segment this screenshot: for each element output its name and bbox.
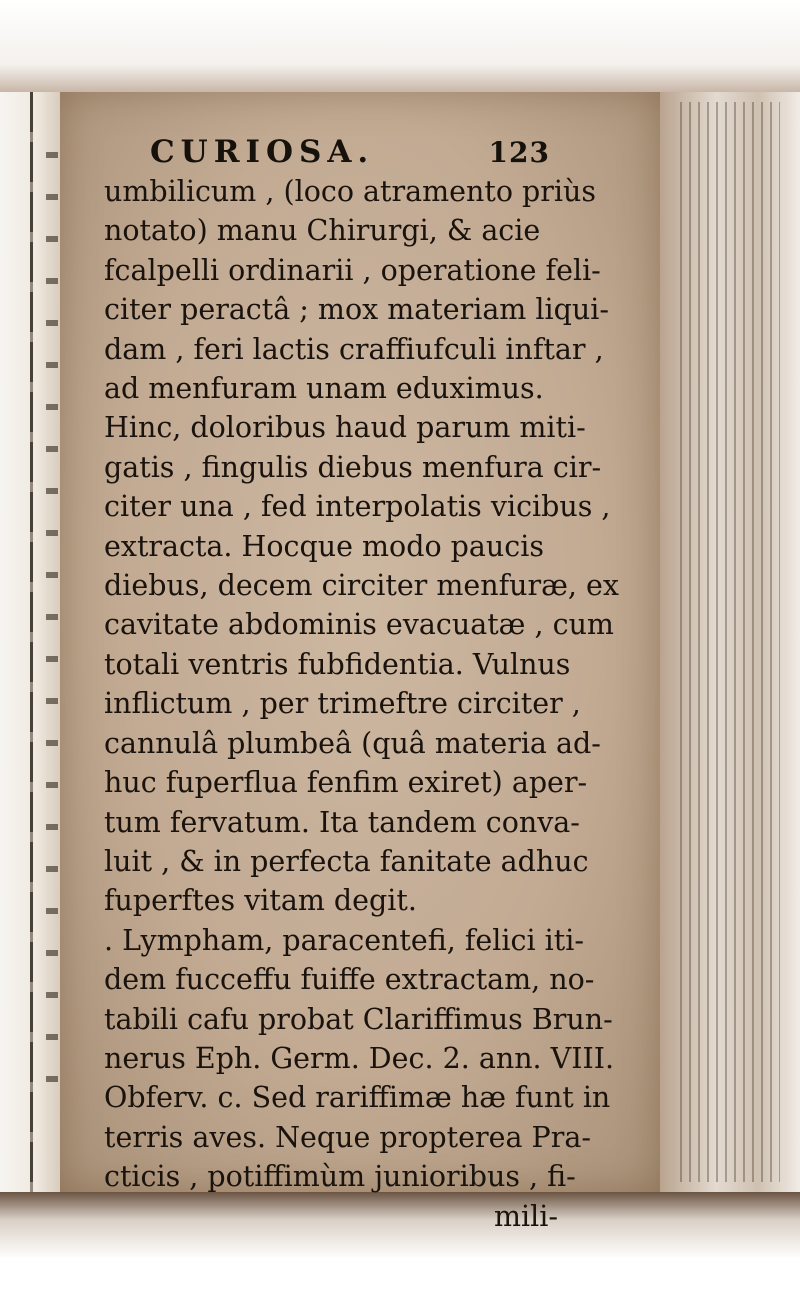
text-line: citer una , fed interpolatis vicibus , (104, 490, 611, 524)
text-line: totali ventris fubfidentia. Vulnus (104, 647, 571, 681)
text-line: huc fuperflua fenfim exiret) aper- (104, 766, 588, 800)
text-line: umbilicum , (loco atramento priùs (104, 175, 597, 208)
text-line: terris aves. Neque propterea Pra- (104, 1120, 591, 1154)
text-line: cticis , potiffimùm junioribus , fi- (104, 1160, 576, 1194)
text-line: fcalpelli ordinarii , operatione feli- (104, 253, 601, 287)
text-line: gatis , fingulis diebus menfura cir- (104, 450, 602, 484)
binding-stripe (30, 92, 33, 1192)
text-line: inflictum , per trimeftre circiter , (104, 687, 581, 721)
text-line: citer peractâ ; mox materiam liqui- (104, 293, 609, 327)
page-header (150, 134, 550, 170)
text-line: . Lympham, paracentefi, felici iti- (104, 923, 584, 957)
text-line: dam , feri lactis craffiufculi inftar , (104, 332, 604, 366)
text-line: extracta. Hocque modo paucis (104, 529, 544, 563)
text-line: cannulâ plumbeâ (quâ materia ad- (104, 726, 601, 760)
catchword: mili- (494, 1199, 558, 1233)
page-number: 123 (488, 136, 550, 169)
text-line: luit , & in perfecta fanitate adhuc (104, 844, 589, 878)
text-line: notato) manu Chirurgi, & acie (104, 214, 541, 248)
text-line: tum fervatum. Ita tandem conva- (104, 805, 580, 839)
binding-left-pages (0, 92, 60, 1192)
text-line: cavitate abdominis evacuatæ , cum (104, 608, 614, 642)
body-text (104, 172, 619, 1236)
running-head: CURIOSA. (150, 134, 375, 170)
binding-edge (46, 152, 58, 1112)
text-line: fuperftes vitam degit. (104, 884, 417, 918)
text-line: Hinc, doloribus haud parum miti- (104, 411, 586, 445)
text-line: tabili cafu probat Clariffimus Brun- (104, 1002, 613, 1036)
text-line: diebus, decem circiter menfuræ, ex (104, 569, 619, 603)
text-line: ad menfuram unam eduximus. (104, 372, 544, 406)
text-line: dem fucceffu fuiffe extractam, no- (104, 963, 595, 997)
top-border (0, 0, 800, 92)
text-line: nerus Eph. Germ. Dec. 2. ann. VIII. (104, 1041, 615, 1075)
text-line: Obferv. c. Sed rariffimæ hæ funt in (104, 1081, 611, 1115)
page-edges-right (660, 92, 800, 1192)
